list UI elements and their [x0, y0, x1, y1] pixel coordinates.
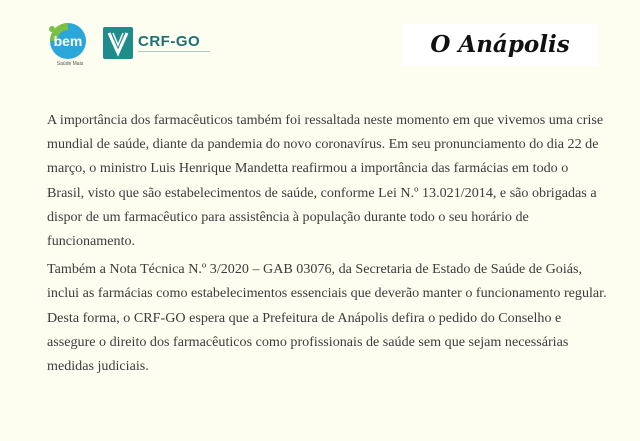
bem-logo-text: bem [53, 33, 83, 49]
bem-logo [43, 20, 93, 68]
article-paragraph: Também a Nota Técnica N.º 3/2020 – GAB 03076, da Secretaria de Estado de Saúde de Goiás, inclui as farmácias como estabelecimentos essenciais que deverão manter o funcionamento regular. Desta forma, o CRF-GO espera que a Prefeitura de Anápolis defira o pedido do Conselho e assegure o direito dos farmacêuticos como profissionais de saúde sem que sejam necessárias medidas judiciais. [47, 261, 607, 375]
article-paragraph: A importância dos farmacêuticos também foi ressaltada neste momento em que vivemos uma crise mundial de saúde, diante da pandemia do novo coronavírus. Em seu pronunciamento do dia 22 de março, o ministro Luis Henrique Mandetta reafirmou a importância das farmácias em todo o Brasil, visto que são estabelecimentos de saúde, conforme Lei N.º 13.021/2014, e são obrigadas a dispor de um farmacêutico para assistência à população durante todo o seu horário de funcionamento. [47, 112, 604, 250]
crf-go-text: CRF-GO [138, 33, 201, 50]
article-body [47, 108, 607, 382]
crf-mark-icon [103, 27, 133, 59]
bem-logo-tagline: Saúde Mais [56, 61, 84, 67]
crf-go-subtitle-line [138, 51, 210, 58]
header [0, 0, 640, 80]
o-anapolis-logo: O Anápolis [402, 24, 598, 66]
crf-go-logo [103, 27, 213, 67]
